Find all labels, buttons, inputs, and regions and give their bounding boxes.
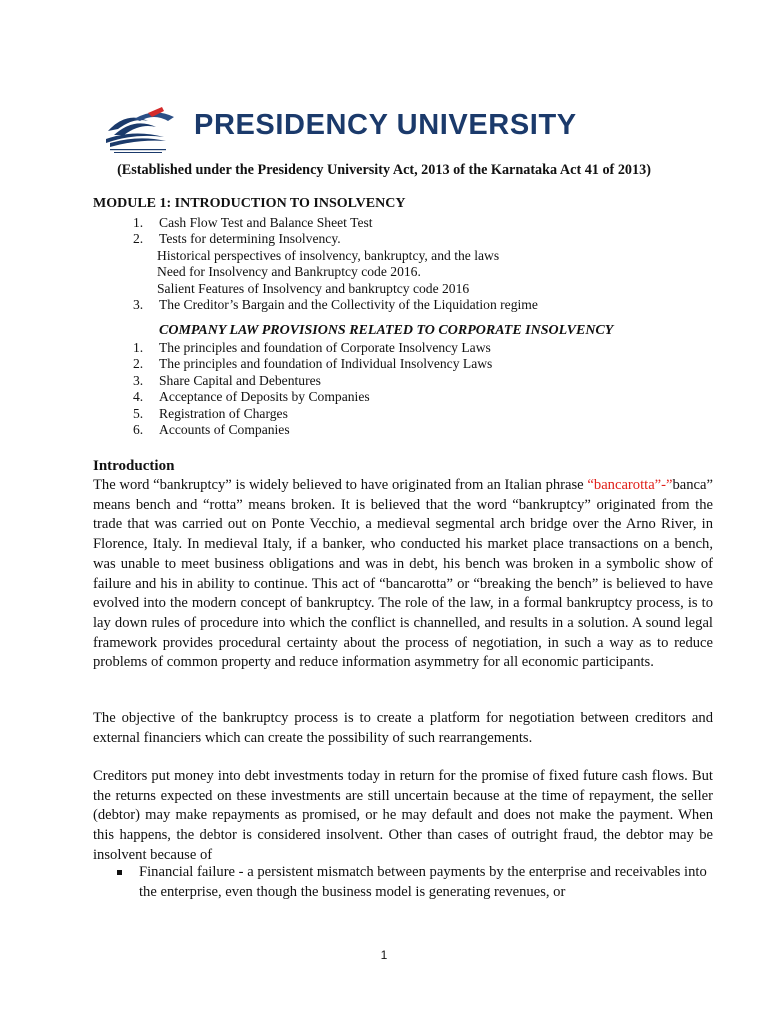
list-item: 3. Share Capital and Debentures xyxy=(133,372,321,388)
bullet-icon xyxy=(117,870,122,875)
company-law-heading: COMPANY LAW PROVISIONS RELATED TO CORPORATE INSOLVENCY xyxy=(159,323,614,338)
module-topic-list xyxy=(93,215,693,313)
introduction-heading: Introduction xyxy=(93,458,175,474)
list-item: 1. The principles and foundation of Corporate Insolvency Laws xyxy=(133,340,491,355)
list-item: 4. Acceptance of Deposits by Companies xyxy=(133,389,370,405)
list-item: 5. Registration of Charges xyxy=(133,405,288,421)
list-item: 2. The principles and foundation of Individual Insolvency Laws xyxy=(133,356,493,372)
established-line: (Established under the Presidency University Act, 2013 of the Karnataka Act 41 of 2013) xyxy=(117,162,651,178)
introduction-paragraph-1: The word “bankruptcy” is widely believed to have originated from an Italian phrase “bancarotta”-”banca” means bench and “rotta” means broken. It is believed that the word “bankruptcy” originated from the trade that was carried out on Ponte Vecchio, a medieval segmental arch bridge over the Arno River, in Florence, Italy. In medieval Italy, if a banker, who conducted his market place transactions on a bench, was unable to meet business obligations and was in debt, his bench was broken in a symbolic show of failure and his in ability to continue. This act of “bancarotta” or “breaking the bench” is believed to have evolved into the modern concept of bankruptcy. The role of the law, in a formal bankruptcy process, is to lay down rules of procedure into which the conflict is channelled, and results in a solution. A sound legal framework provides procedural certainty about the process of negotiation, in such a way as to reduce problems of common property and reduce information asymmetry for all economic participants. xyxy=(93,477,713,671)
list-item: 1. Cash Flow Test and Balance Sheet Test xyxy=(133,215,373,230)
list-item: Salient Features of Insolvency and bankruptcy code 2016 xyxy=(157,280,470,296)
document-page: PRESIDENCY UNIVERSITY (Established under the Presidency University Act, 2013 of the Karnataka Act 41 of 2013) MODULE 1: INTRODUCTION TO INSOLVENCY 1. Cash Flow Test and Balance Sheet Test 2. Tests for determining Insolvency. Historical perspectives of insolvency, bankruptcy, and the laws Need for Insolvency and Bankruptcy code 2016. Salient Features of Insolvency and bankruptcy code 2016 3. The Creditor’s Bargain and the Collectivity of the Liquidation regime COMPANY LAW PROVISIONS RELATED TO CORPORATE INSOLVENCY 1. The principles and foundation of Corporate Insolvency Laws 2. The principles and foundation of Individual Insolvency Laws 3. Share Capital and Debentures 4. Acceptance of Deposits by Companies 5. Registration of Charges 6. Accounts of Companies Introduction The word “bankruptcy” is widely believed to have originated from an Italian phrase “bancarotta”-”banca” means bench and “rotta” means broken. It is believed that the word “bankruptcy” originated from the trade that was carried out on Ponte Vecchio, a medieval segmental arch bridge over the Arno River, in Florence, Italy. In medieval Italy, if a banker, who conducted his market place transactions on a bench, was unable to meet business obligations and was in debt, his bench was broken in a symbolic show of failure and his in ability to continue. This act of “bancarotta” or “breaking the bench” is believed to have evolved into the modern concept of bankruptcy. The role of the law, in a formal bankruptcy process, is to lay down rules of procedure into which the conflict is channelled, and results in a solution. A sound legal framework provides procedural certainty about the process of negotiation, in such a way as to reduce problems of common property and reduce information asymmetry for all economic participants. The objective of the bankruptcy process is to create a platform for negotiation between creditors and external financiers which can create the possibility of such rearrangements. Creditors put money into debt investments today in return for the promise of fixed future cash flows. But the returns expected on these investments are still uncertain because at the time of repayment, the seller (debtor) may make repayments as promised, or he may default and does not make the payment. When this happens, the debtor is considered insolvent. Other than cases of outright fraud, the debtor may be insolvent because of Financial failure - a persistent mismatch between payments by the enterprise and receivables into the enterprise, even though the business model is generating revenues, or 1 xyxy=(0,0,768,1024)
university-name: PRESIDENCY UNIVERSITY xyxy=(194,109,577,141)
introduction-paragraph-2: The objective of the bankruptcy process is to create a platform for negotiation between creditors and external financiers which can create the possibility of such rearrangements. xyxy=(93,710,713,746)
introduction-paragraph-3: Creditors put money into debt investments today in return for the promise of fixed future cash flows. But the returns expected on these investments are still uncertain because at the time of repayment, the seller (debtor) may make repayments as promised, or he may default and does not make the payment. When this happens, the debtor is considered insolvent. Other than cases of outright fraud, the debtor may be insolvent because of xyxy=(93,768,713,863)
list-item: Historical perspectives of insolvency, bankruptcy, and the laws xyxy=(157,247,500,263)
highlighted-term: “bancarotta”-” xyxy=(587,477,673,493)
list-item: 2. Tests for determining Insolvency. xyxy=(133,231,341,247)
page-number: 1 xyxy=(380,948,388,962)
list-item: 6. Accounts of Companies xyxy=(133,421,290,437)
university-logo-icon xyxy=(104,105,190,155)
company-law-list xyxy=(93,340,693,438)
list-item: Need for Insolvency and Bankruptcy code 2016. xyxy=(157,264,421,280)
module-title: MODULE 1: INTRODUCTION TO INSOLVENCY xyxy=(93,196,406,211)
list-item: 3. The Creditor’s Bargain and the Collectivity of the Liquidation regime xyxy=(133,296,538,312)
